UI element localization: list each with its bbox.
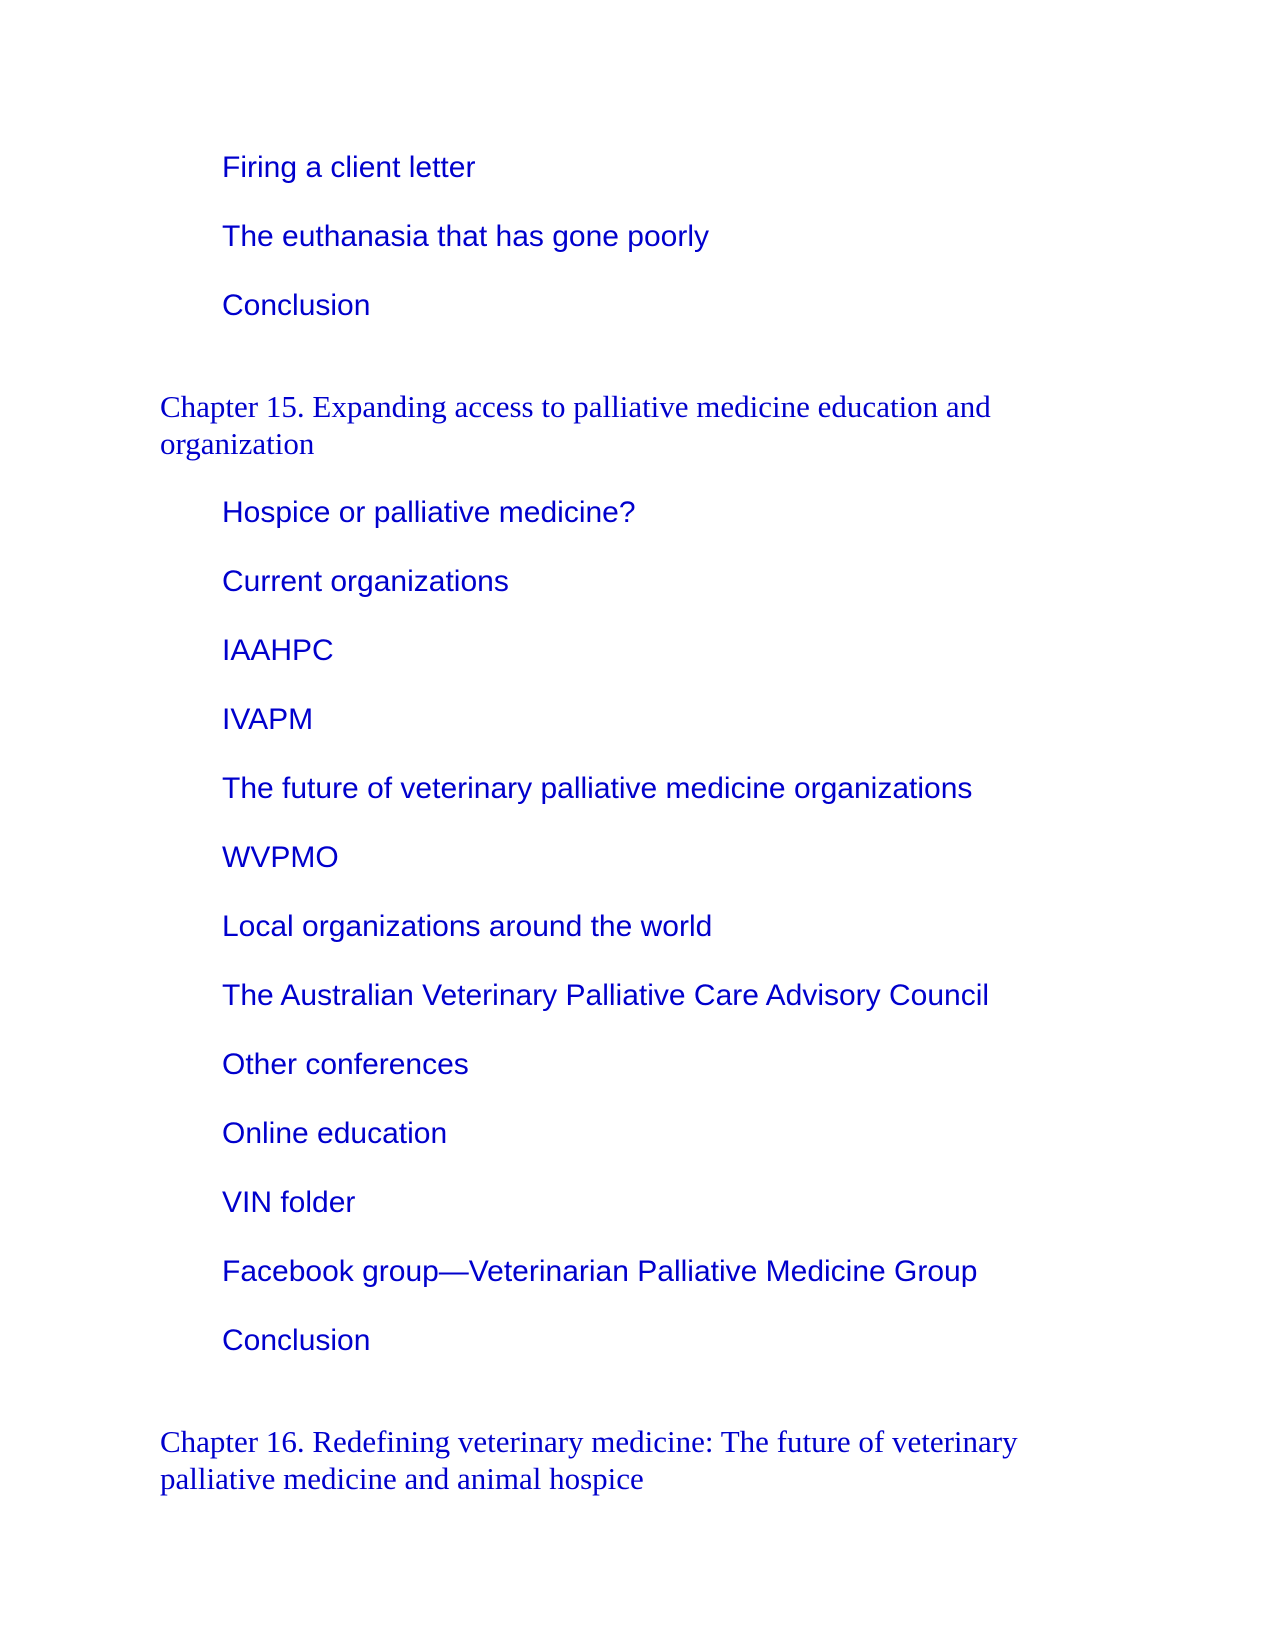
toc-link-chapter-15[interactable]: Chapter 15. Expanding access to palliative medicine education and organization xyxy=(160,389,991,461)
toc-link-local-organizations[interactable]: Local organizations around the world xyxy=(222,910,713,943)
toc-link-current-organizations[interactable]: Current organizations xyxy=(222,565,509,598)
toc-link-firing-client-letter[interactable]: Firing a client letter xyxy=(222,151,476,184)
toc-link-hospice-or-palliative[interactable]: Hospice or palliative medicine? xyxy=(222,496,636,529)
toc-link-vin-folder[interactable]: VIN folder xyxy=(222,1186,356,1219)
toc-link-wvpmo[interactable]: WVPMO xyxy=(222,841,339,874)
toc-link-conclusion-ch15[interactable]: Conclusion xyxy=(222,1324,371,1357)
toc-link-other-conferences[interactable]: Other conferences xyxy=(222,1048,469,1081)
toc-link-facebook-group[interactable]: Facebook group—Veterinarian Palliative Medicine Group xyxy=(222,1255,978,1288)
toc-link-conclusion-ch14[interactable]: Conclusion xyxy=(222,289,371,322)
toc-link-iaahpc[interactable]: IAAHPC xyxy=(222,634,334,667)
toc-link-australian-council[interactable]: The Australian Veterinary Palliative Care Advisory Council xyxy=(222,979,990,1012)
toc-link-future-organizations[interactable]: The future of veterinary palliative medicine organizations xyxy=(222,772,973,805)
toc-link-euthanasia-gone-poorly[interactable]: The euthanasia that has gone poorly xyxy=(222,220,710,253)
toc-link-chapter-16[interactable]: Chapter 16. Redefining veterinary medicine: The future of veterinary palliative medicine and animal hospice xyxy=(160,1424,1018,1496)
toc-link-ivapm[interactable]: IVAPM xyxy=(222,703,314,736)
toc-link-online-education[interactable]: Online education xyxy=(222,1117,448,1150)
